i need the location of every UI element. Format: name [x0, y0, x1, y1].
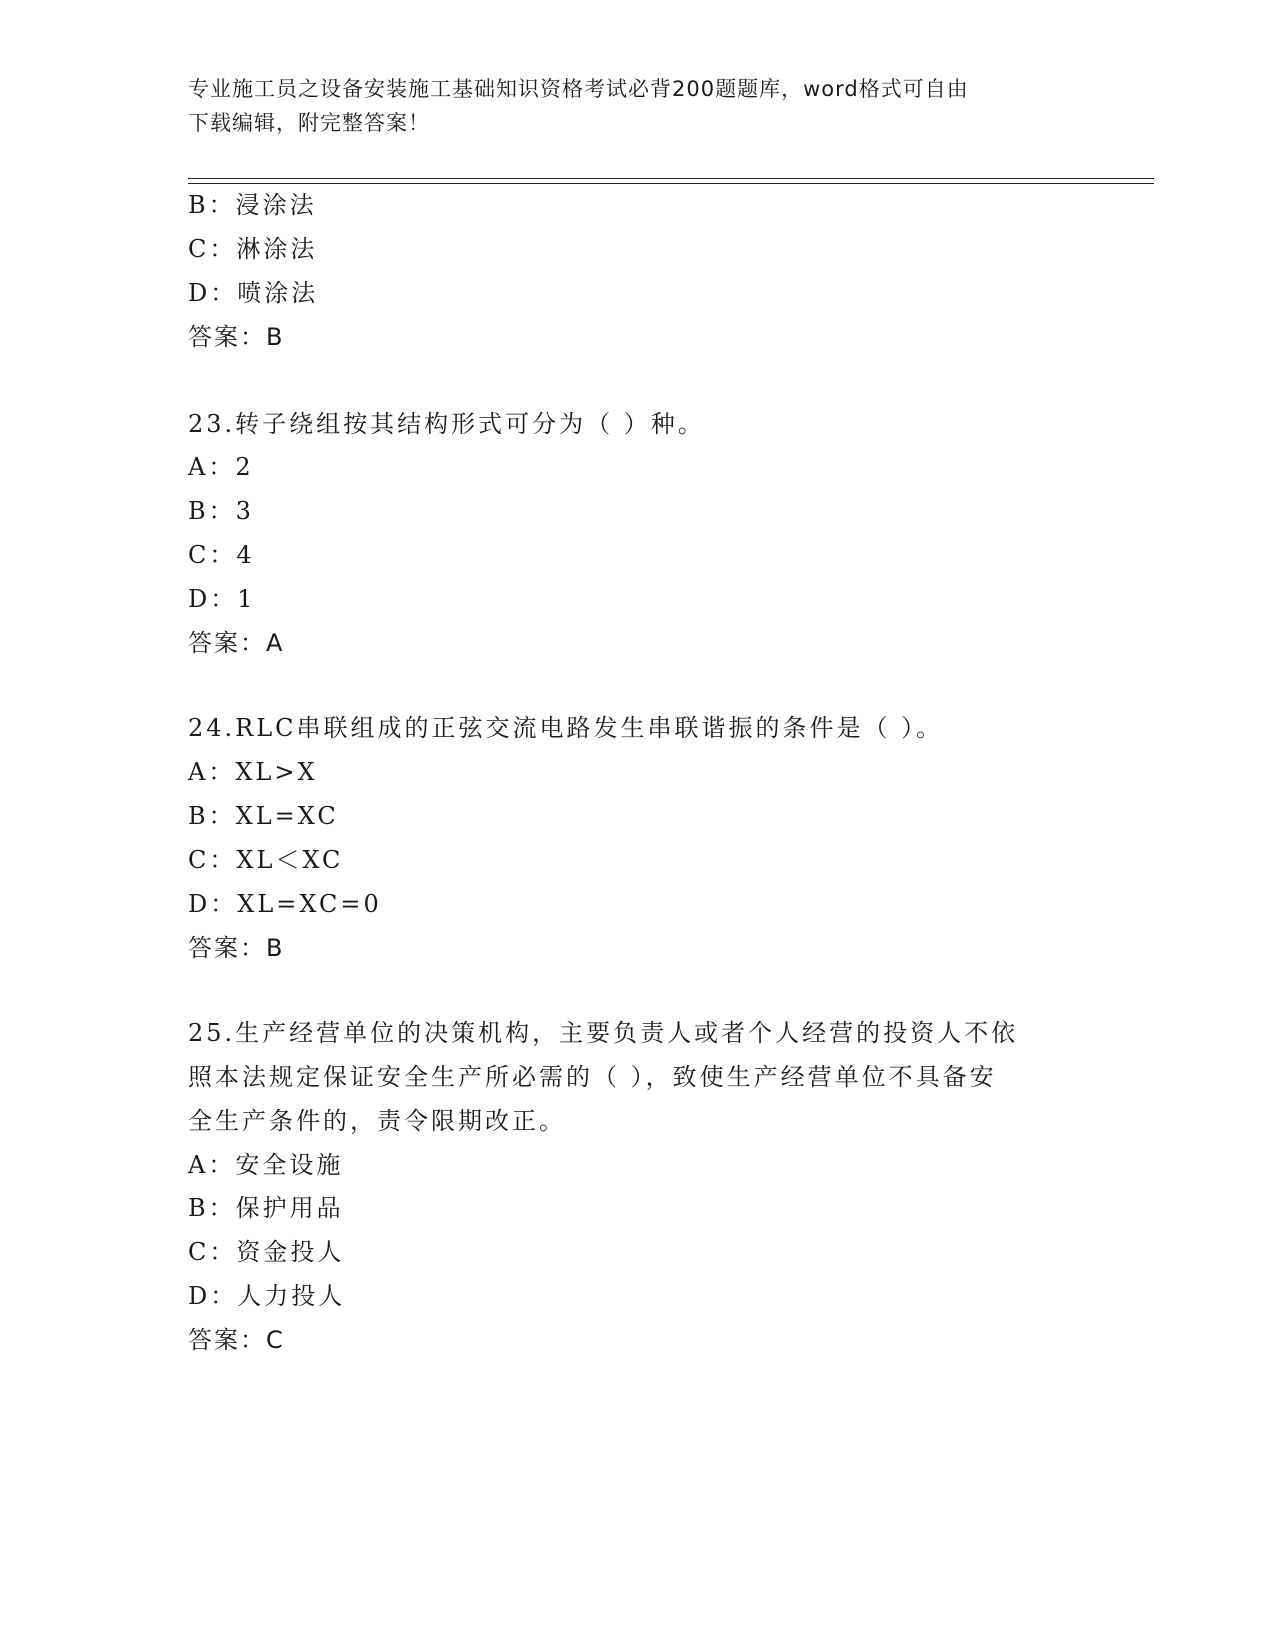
q24-answer: 答案：B: [188, 934, 285, 962]
q25-stem-line-3: 全生产条件的，责令限期改正。: [188, 1107, 566, 1135]
q23-answer: 答案：A: [188, 629, 285, 657]
q24-option-b: B：XL=XC: [188, 802, 339, 830]
q25-option-a: A：安全设施: [188, 1151, 344, 1179]
q23-option-b: B：3: [188, 497, 254, 525]
q22-answer: 答案：B: [188, 323, 285, 351]
q22-option-b: B：浸涂法: [188, 191, 317, 219]
q25-stem-line-1: 25.生产经营单位的决策机构，主要负责人或者个人经营的投资人不依: [188, 1019, 1019, 1047]
q25-option-c: C：资金投人: [188, 1238, 345, 1266]
header-divider-bottom: [188, 183, 1154, 184]
q25-answer: 答案：C: [188, 1326, 285, 1354]
q25-option-b: B：保护用品: [188, 1194, 344, 1222]
q25-stem-line-2: 照本法规定保证安全生产所必需的（ ），致使生产经营单位不具备安: [188, 1063, 997, 1091]
q25-option-d: D：人力投人: [188, 1282, 346, 1310]
q22-option-c: C：淋涂法: [188, 235, 318, 263]
q22-option-d: D：喷涂法: [188, 279, 319, 307]
q23-option-d: D：1: [188, 585, 256, 613]
q24-option-d: D：XL=XC=0: [188, 890, 382, 918]
document-header: [188, 72, 1088, 140]
q23-option-a: A：2: [188, 453, 254, 481]
q24-option-c: C：XL＜XC: [188, 846, 344, 874]
header-line-2: 下载编辑，附完整答案！: [188, 111, 430, 135]
q23-stem: 23.转子绕组按其结构形式可分为（ ）种。: [188, 410, 705, 438]
q23-option-c: C：4: [188, 541, 255, 569]
header-line-1: 专业施工员之设备安装施工基础知识资格考试必背200题题库，word格式可自由: [188, 77, 969, 101]
header-divider-top: [188, 178, 1154, 179]
q24-stem: 24.RLC串联组成的正弦交流电路发生串联谐振的条件是（ ）。: [188, 714, 944, 742]
q24-option-a: A：XL>X: [188, 758, 318, 786]
